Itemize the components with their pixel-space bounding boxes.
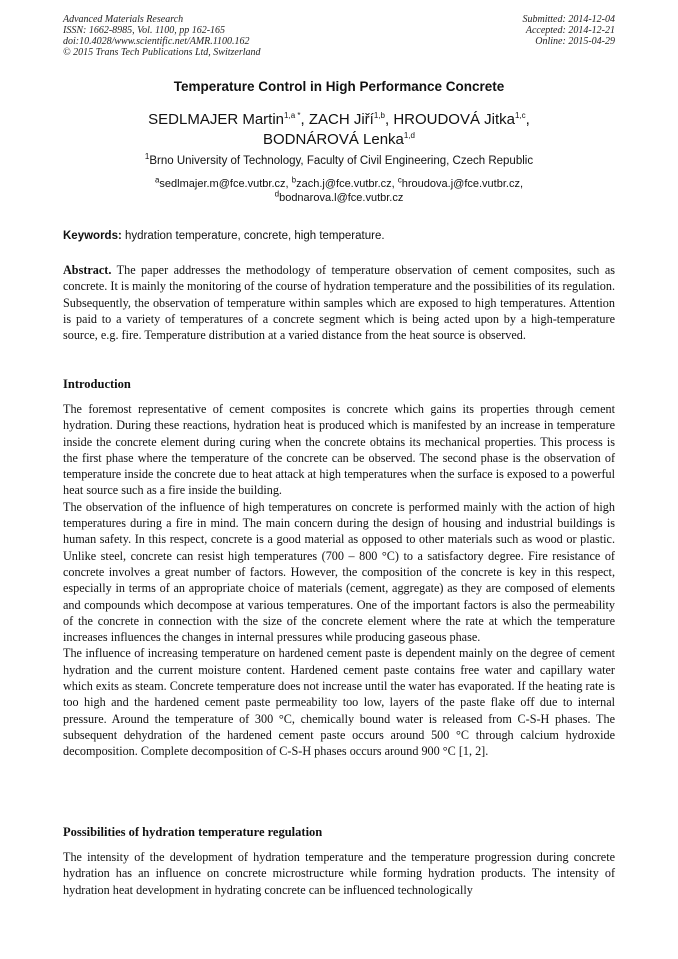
abstract-label: Abstract.	[63, 263, 112, 277]
online-date: Online: 2015-04-29	[535, 36, 615, 47]
email-link[interactable]: hroudova.j@fce.vutbr.cz	[401, 178, 520, 190]
affiliation-text: Brno University of Technology, Faculty of Civil Engineering, Czech Republic	[149, 155, 534, 167]
author-sep: ,	[525, 111, 530, 128]
author-name: ZACH Jiří	[308, 111, 374, 128]
author-sep: ,	[384, 111, 394, 128]
email-link[interactable]: zach.j@fce.vutbr.cz	[296, 178, 392, 190]
author-sup: 1,a *	[284, 111, 301, 120]
author-sup: 1,b	[373, 111, 385, 120]
keywords-label: Keywords:	[63, 230, 122, 242]
author-name: SEDLMAJER Martin	[148, 111, 285, 128]
keywords	[63, 230, 615, 242]
paper-title: Temperature Control in High Performance Concrete	[173, 79, 505, 94]
email-link[interactable]: bodnarova.l@fce.vutbr.cz	[279, 192, 404, 204]
paragraph: The foremost representative of cement composites is concrete which gains its properties through cement hydration. During these reactions, hydration heat is produced which is manifested by an increase in temperature inside the concrete element during curing when the concrete obtains its mechanical properties. This process is the first phase where the temperature of the concrete can be observed. The second phase is the observation of temperature inside the concrete due to heat attack at high temperatures when the surface is exposed to a powerful heat source such as a fire inside the building.	[63, 402, 615, 498]
author-sup: 1,d	[403, 131, 415, 140]
accepted-date: Accepted: 2014-12-21	[525, 25, 615, 36]
email-sup: b	[291, 175, 297, 185]
email-sup: a	[154, 175, 160, 185]
email-link[interactable]: sedlmajer.m@fce.vutbr.cz	[159, 178, 286, 190]
paragraph: The influence of increasing temperature on hardened cement paste is dependent mainly on the degree of cement hydration and the current moisture content. Hardened cement paste contains free water and capillary water which exits as steam. Concrete temperature does not increase until the water has evaporated. If the heating rate is too high and the hardened cement paste permeability too low, layers of the paste flake off due to internal pressure. Around the temperature of 300 °C, chemically bound water is released from C-S-H phases. The subsequent dehydration of the hardened cement paste occurs around 500 °C through calcium hydroxide decomposition. Complete decomposition of C-S-H phases occurs around 900 °C [1, 2].	[63, 646, 615, 759]
section-heading-introduction: Introduction	[63, 377, 131, 391]
introduction-section	[63, 401, 615, 760]
email-sup: d	[274, 189, 280, 199]
copyright: © 2015 Trans Tech Publications Ltd, Switzerland	[63, 47, 261, 58]
doi[interactable]: doi:10.4028/www.scientific.net/AMR.1100.162	[63, 36, 250, 47]
affiliation-sup: 1	[144, 152, 150, 162]
paragraph: The intensity of the development of hydration temperature and the temperature progression during concrete hydration has an influence on concrete microstructure while forming hydration products. The intensity of hydration heat development in hydrating concrete can be influenced technologically	[63, 850, 615, 897]
author-list	[40, 110, 638, 150]
section-heading-regulation: Possibilities of hydration temperature regulation	[63, 825, 323, 839]
affiliation	[0, 152, 678, 167]
abstract-text: The paper addresses the methodology of temperature observation of cement composites, such as concrete. It is mainly the monitoring of the course of hydration temperature and the possibilities of its regulation. Subsequently, the observation of temperature within samples which are exposed to high temperatures. Attention is paid to a variety of temperatures of a concrete segment which is being acted upon by a high-temperature source, e.g. fire. Temperature distribution at a varied distance from the heat source is observed.	[63, 263, 615, 343]
regulation-section	[63, 849, 615, 898]
keywords-text: hydration temperature, concrete, high temperature.	[125, 230, 385, 242]
author-sep: ,	[300, 111, 309, 128]
issn: ISSN: 1662-8985, Vol. 1100, pp 162-165	[63, 25, 226, 36]
email-list: $^a$sedlmajer.m@fce.vutbr.cz, $^b$zach.j@fce.vutbr.cz, $^c$hroudova.j@fce.vutbr.cz, $^d$bodnarova.l@fce.vutbr.cz	[154, 175, 524, 204]
dates-header	[523, 14, 616, 47]
paragraph: The observation of the influence of high temperatures on concrete is performed mainly with the action of high temperatures during a fire in mind. The main concern during the design of housing and industrial buildings is human safety. In this respect, concrete is a good material as opposed to other materials such as wood or plastic. Unlike steel, concrete can resist high temperatures (700 – 800 °C) to a satisfactory degree. Fire resistance of concrete involves a great number of factors. However, the composition of the concrete is key in this respect, especially in terms of an appropriate choice of materials (cement, aggregate) as they are composed of elements and compounds which decompose at various temperatures. One of the important factors is also the permeability of the concrete in connection with the size of the concrete element where the rate at which the temperature increases influences the changes in internal pressures while producing gaseous phase.	[63, 499, 615, 645]
author-sup: 1,c	[515, 111, 526, 120]
abstract	[63, 262, 615, 343]
submitted-date: Submitted: 2014-12-04	[522, 14, 615, 25]
email-sup: c	[397, 175, 402, 185]
journal-header	[63, 14, 261, 58]
journal-name: Advanced Materials Research	[63, 14, 184, 25]
author-name: BODNÁROVÁ Lenka	[262, 131, 404, 148]
author-name: HROUDOVÁ Jitka	[393, 111, 515, 128]
